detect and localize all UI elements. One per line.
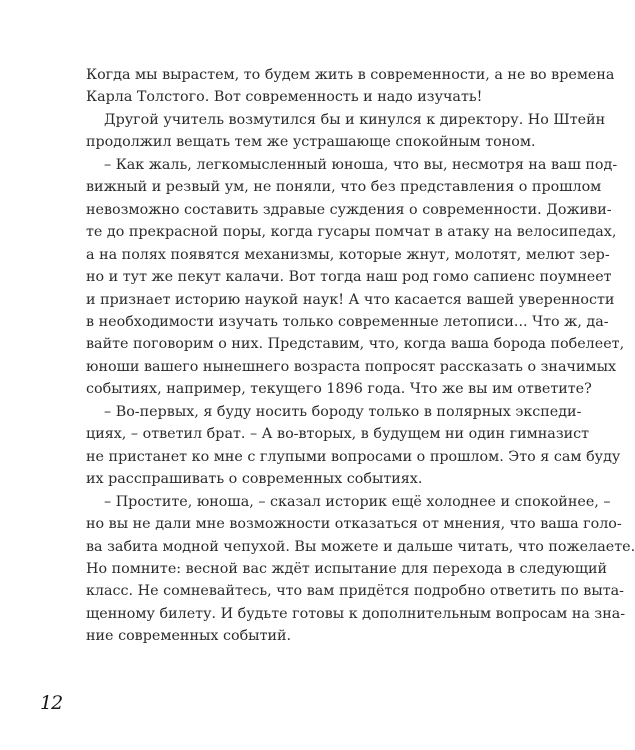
text-line: вайте поговорим о них. Представим, что, когда ваша борода побелеет, [86, 336, 625, 353]
text-line: класс. Не сомневайтесь, что вам придётся подробно ответить по выта- [86, 583, 624, 600]
text-line: невозможно составить здравые суждения о современности. Доживи- [86, 201, 612, 218]
text-line: – Как жаль, легкомысленный юноша, что вы, несмотря на ваш под- [104, 156, 618, 173]
text-line: ние современных событий. [86, 628, 292, 645]
text-line: Другой учитель возмутился бы и кинулся к директору. Но Штейн [104, 111, 606, 128]
text-line: юноши вашего нынешнего возраста попросят рассказать о значимых [86, 358, 617, 375]
text-line: ва забита модной чепухой. Вы можете и дальше читать, что пожелаете. [86, 538, 635, 555]
text-line: – Простите, юноша, – сказал историк ещё холоднее и спокойнее, – [104, 493, 611, 510]
text-line: в необходимости изучать только современные летописи... Что ж, да- [86, 313, 609, 330]
text-line: Карла Толстого. Вот современность и надо изучать! [86, 89, 483, 106]
body-text [86, 64, 635, 648]
text-line: те до прекрасной поры, когда гусары помчат в атаку на велосипедах, [86, 224, 617, 241]
text-line: щенному билету. И будьте готовы к дополнительным вопросам на зна- [86, 605, 626, 622]
text-line: – Во-первых, я буду носить бороду только в полярных экспеди- [104, 403, 582, 420]
text-line: и признает историю наукой наук! А что касается вашей уверенности [86, 291, 615, 308]
text-line: вижный и резвый ум, не поняли, что без представления о прошлом [86, 179, 602, 196]
text-line: а на полях появятся механизмы, которые жнут, молотят, мелют зер- [86, 246, 610, 263]
text-line: но вы не дали мне возможности отказаться от мнения, что ваша голо- [86, 516, 622, 533]
text-line: циях, – ответил брат. – А во-вторых, в будущем ни один гимназист [86, 426, 590, 443]
page-number: 12 [40, 692, 63, 714]
text-line: Когда мы вырастем, то будем жить в современности, а не во времена [86, 67, 615, 83]
text-line: не пристанет ко мне с глупыми вопросами о прошлом. Это я сам буду [86, 448, 621, 465]
text-line: продолжил вещать тем же устрашающе спокойным тоном. [86, 134, 536, 151]
text-line: Но помните: весной вас ждёт испытание для перехода в следующий [86, 560, 608, 577]
text-line: но и тут же пекут калачи. Вот тогда наш род гомо сапиенс поумнеет [86, 269, 612, 286]
text-line: событиях, например, текущего 1896 года. Что же вы им ответите? [86, 381, 592, 398]
text-line: их расспрашивать о современных событиях. [86, 471, 423, 488]
